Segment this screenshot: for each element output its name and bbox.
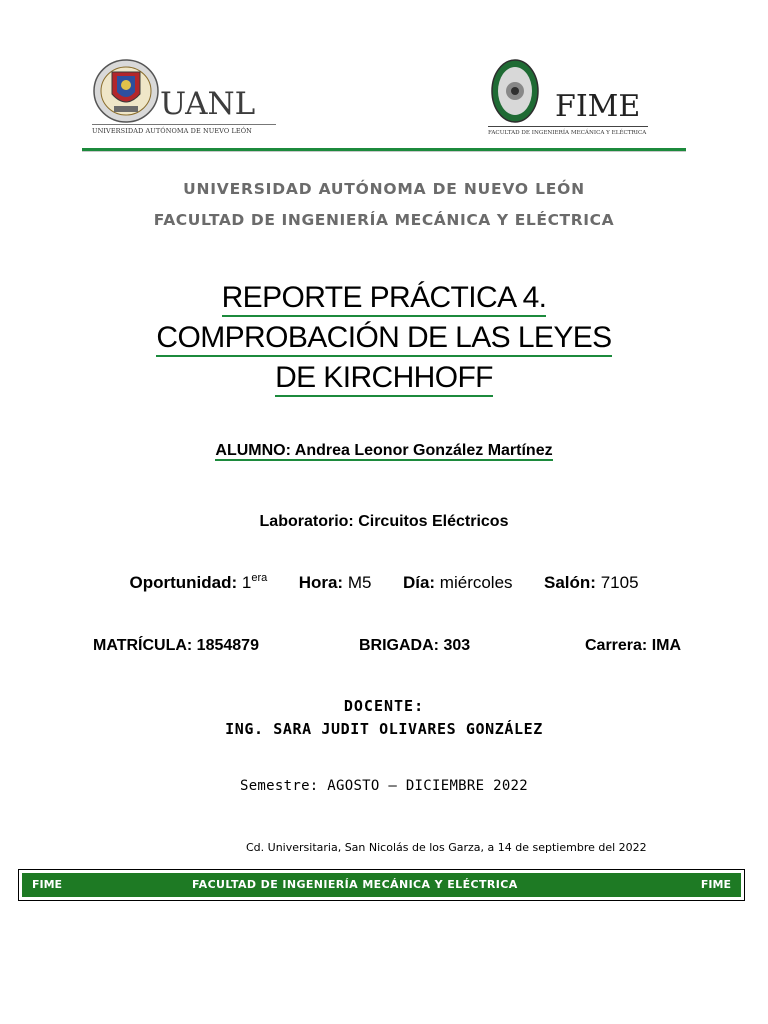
hora-label: Hora: xyxy=(298,573,344,592)
dia-label: Día: xyxy=(402,573,436,592)
fime-subtitle: FACULTAD DE INGENIERÍA MECÁNICA Y ELÉCTRICA xyxy=(488,130,647,136)
faculty-heading: FACULTAD DE INGENIERÍA MECÁNICA Y ELÉCTRICA xyxy=(153,211,615,229)
uanl-divider xyxy=(92,124,276,125)
salon-label: Salón: xyxy=(544,573,596,592)
docente-label: DOCENTE: xyxy=(343,697,425,715)
dia-value: miércoles xyxy=(439,573,513,592)
header-rule-shadow xyxy=(82,151,686,152)
footer-center-label: FACULTAD DE INGENIERÍA MECÁNICA Y ELÉCTRICA xyxy=(192,878,518,891)
matricula: MATRÍCULA: 1854879 xyxy=(93,637,259,654)
laboratory: Laboratorio: Circuitos Eléctricos xyxy=(259,513,509,530)
uanl-subtitle: UNIVERSIDAD AUTÓNOMA DE NUEVO LEÓN xyxy=(92,127,252,135)
oportunidad-sup: era xyxy=(251,572,268,584)
place-date: Cd. Universitaria, San Nicolás de los Garza, a 14 de septiembre del 2022 xyxy=(246,841,647,854)
university-heading: UNIVERSIDAD AUTÓNOMA DE NUEVO LEÓN xyxy=(183,180,585,198)
carrera: Carrera: IMA xyxy=(585,637,682,654)
oportunidad-value: 1 xyxy=(241,573,252,592)
oportunidad-label: Oportunidad: xyxy=(129,573,238,592)
fime-divider xyxy=(488,126,648,127)
student-name xyxy=(0,442,768,460)
docente-name: ING. SARA JUDIT OLIVARES GONZÁLEZ xyxy=(225,720,543,738)
brigada: BRIGADA: 303 xyxy=(359,637,471,654)
uanl-crest-icon xyxy=(92,58,160,124)
fime-logo xyxy=(490,58,540,128)
footer-bar xyxy=(22,873,741,897)
footer-right-label: FIME xyxy=(700,878,731,891)
fime-wordmark: FIME xyxy=(555,89,641,124)
title-line-3-text: DE KIRCHHOFF xyxy=(275,361,493,397)
title-line-2-text: COMPROBACIÓN DE LAS LEYES xyxy=(156,321,611,357)
report-title-line-3 xyxy=(0,361,768,395)
schedule-row xyxy=(0,573,768,593)
footer-left-label: FIME xyxy=(32,878,63,891)
fime-seal-icon xyxy=(490,58,540,124)
uanl-wordmark: UANL xyxy=(160,86,256,122)
salon-value: 7105 xyxy=(600,573,639,592)
semester: Semestre: AGOSTO – DICIEMBRE 2022 xyxy=(239,778,529,794)
hora-value: M5 xyxy=(347,573,372,592)
title-line-1-text: REPORTE PRÁCTICA 4. xyxy=(222,281,547,317)
report-title-line-1 xyxy=(0,281,768,315)
student-name-text: ALUMNO: Andrea Leonor González Martínez xyxy=(215,442,553,459)
report-title-line-2 xyxy=(0,321,768,355)
